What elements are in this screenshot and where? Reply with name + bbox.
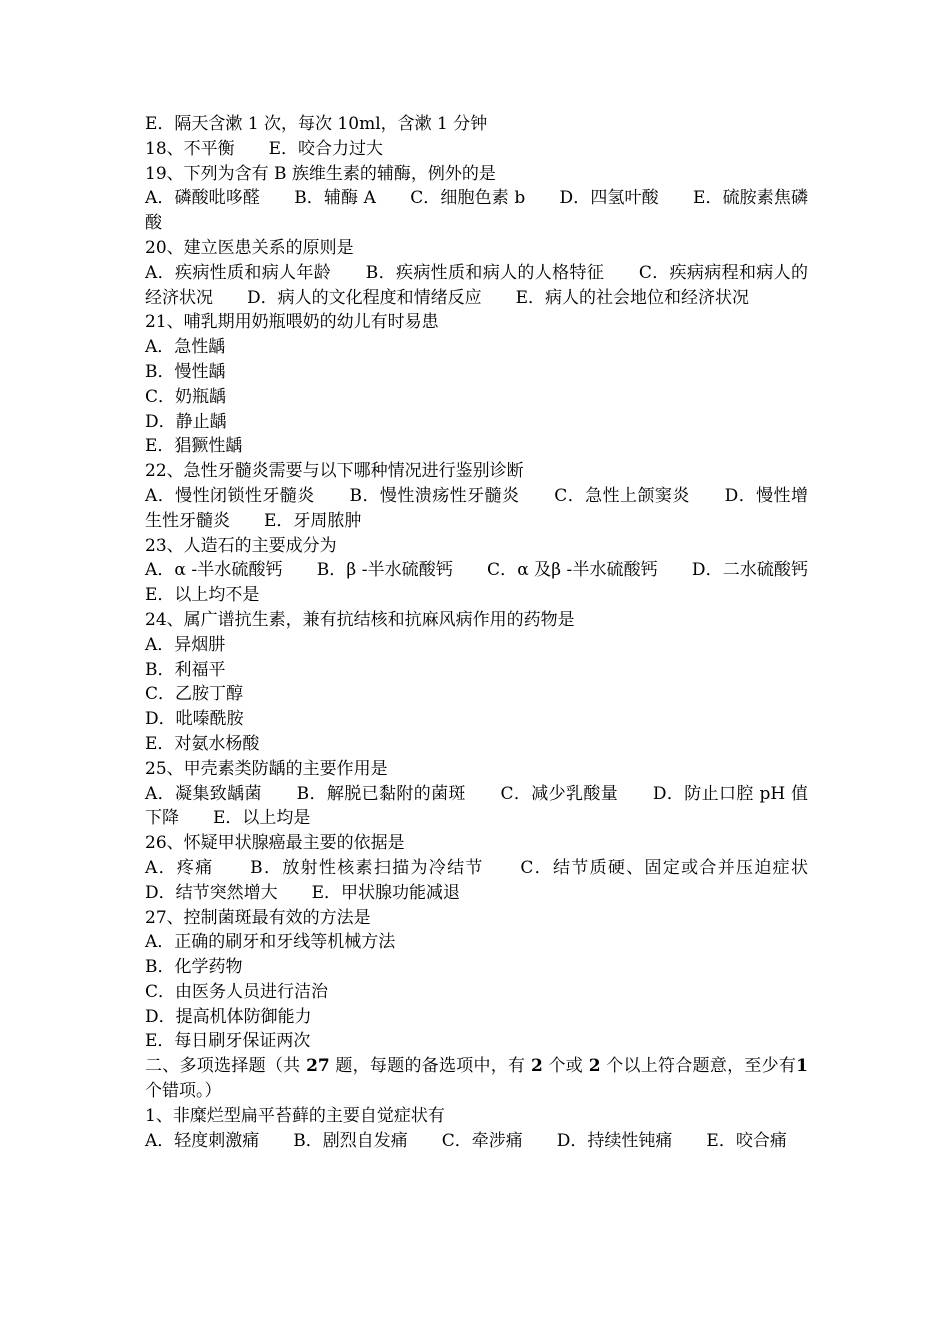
- question-line: 23、人造石的主要成分为: [145, 535, 337, 556]
- option-line: A．磷酸吡哆醛 B．辅酶 A C．细胞色素 b D．四氢叶酸 E．硫胺素焦磷酸: [145, 188, 808, 234]
- option-line: A．急性龋: [145, 337, 226, 358]
- section-heading: [145, 1054, 814, 1104]
- question-line: 22、急性牙髓炎需要与以下哪种情况进行鉴别诊断: [145, 461, 524, 482]
- question-line: 21、哺乳期用奶瓶喂奶的幼儿有时易患: [145, 312, 439, 333]
- section-count: 2: [588, 1056, 601, 1077]
- option-line: A．异烟肼: [145, 634, 226, 655]
- option-line: E．对氨水杨酸: [145, 733, 260, 754]
- option-line: A．轻度刺激痛 B．剧烈自发痛 C．牵涉痛 D．持续性钝痛 E．咬合痛: [145, 1130, 787, 1151]
- option-line: C．奶瓶龋: [145, 386, 227, 407]
- section-count: 1: [796, 1056, 808, 1077]
- document-page: [145, 112, 842, 1153]
- option-line: E．每日刷牙保证两次: [145, 1031, 311, 1052]
- option-line: D．静止龋: [145, 411, 227, 432]
- option-line: D．吡嗪酰胺: [145, 709, 244, 730]
- question-line: 27、控制菌斑最有效的方法是: [145, 907, 371, 928]
- section-text: 二、多项选择题（共: [145, 1056, 307, 1077]
- option-line: C．乙胺丁醇: [145, 684, 244, 705]
- option-line: B．利福平: [145, 659, 226, 680]
- question-line: 18、不平衡 E．咬合力过大: [145, 138, 384, 159]
- question-line: 19、下列为含有 B 族维生素的辅酶，例外的是: [145, 163, 496, 184]
- section-text: 个错项。）: [145, 1056, 814, 1102]
- option-line: E．猖獗性龋: [145, 436, 243, 457]
- option-line: B．化学药物: [145, 957, 243, 978]
- option-line: A．疾病性质和病人年龄 B．疾病性质和病人的人格特征 C．疾病病程和病人的经济状况 D．病人的文化程度和情绪反应 E．病人的社会地位和经济状况: [145, 262, 808, 308]
- section-count: 27: [306, 1056, 330, 1077]
- option-line: A．疼痛 B．放射性核素扫描为冷结节 C．结节质硬、固定或合并压迫症状 D．结节突然增大 E．甲状腺功能减退: [145, 857, 842, 903]
- section-text: 个以上符合题意，至少有: [600, 1056, 797, 1077]
- section-text: 题，每题的备选项中，有: [329, 1056, 531, 1077]
- option-line: E．隔天含漱 1 次，每次 10ml，含漱 1 分钟: [145, 114, 488, 134]
- option-line: A．慢性闭锁性牙髓炎 B．慢性溃疡性牙髓炎 C．急性上颌窦炎 D．慢性增生性牙髓炎 E．牙周脓肿: [145, 485, 808, 531]
- option-line: A．凝集致龋菌 B．解脱已黏附的菌斑 C．减少乳酸量 D．防止口腔 pH 值下降 E．以上均是: [145, 783, 808, 829]
- question-line: 25、甲壳素类防龋的主要作用是: [145, 758, 388, 779]
- option-line: A．正确的刷牙和牙线等机械方法: [145, 932, 396, 953]
- section-text: 个或: [542, 1056, 589, 1077]
- question-line: 20、建立医患关系的原则是: [145, 237, 354, 258]
- option-line: B．慢性龋: [145, 361, 226, 382]
- option-line: D．提高机体防御能力: [145, 1006, 312, 1027]
- option-line: A．α -半水硫酸钙 B．β -半水硫酸钙 C．α 及β -半水硫酸钙 D．二水硫酸钙 E．以上均不是: [145, 560, 842, 606]
- question-line: 26、怀疑甲状腺癌最主要的依据是: [145, 833, 405, 854]
- question-line: 1、非糜烂型扁平苔藓的主要自觉症状有: [145, 1105, 445, 1126]
- section-count: 2: [531, 1056, 543, 1077]
- option-line: C．由医务人员进行洁治: [145, 981, 329, 1002]
- question-line: 24、属广谱抗生素，兼有抗结核和抗麻风病作用的药物是: [145, 609, 575, 630]
